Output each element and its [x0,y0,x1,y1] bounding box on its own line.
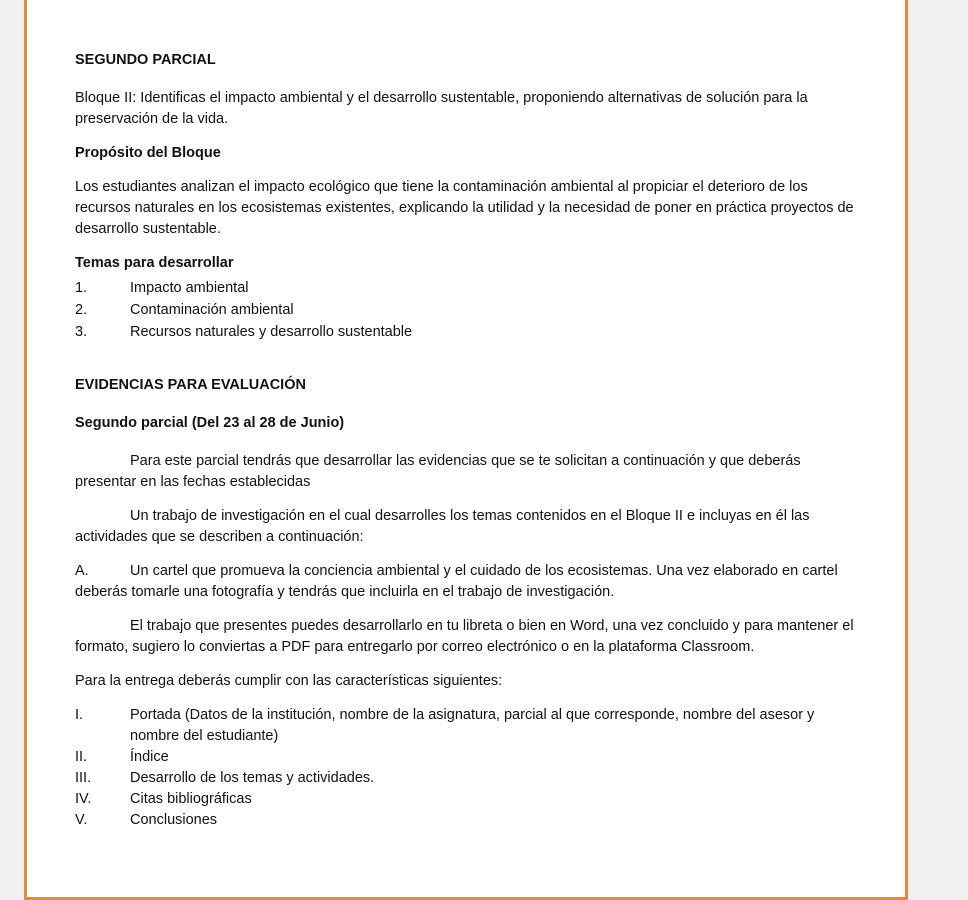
list-item-number: 1. [75,280,88,296]
list-item [75,299,865,321]
format-paragraph: El trabajo que presentes puedes desarrollarlo en tu libreta o bien en Word, una vez concluido y para mantener el formato, sugiero lo conviertas a PDF para entregarlo por correo electrónico o en la plataforma Classroom. [75,618,854,655]
document-content [75,50,865,831]
bloque-description: Bloque II: Identificas el impacto ambiental y el desarrollo sustentable, proponiendo alternativas de solución para la preservación de la vida. [75,90,808,127]
list-item-number: V. [75,812,88,828]
list-item-number: III. [75,770,92,786]
list-item-number: IV. [75,791,92,807]
list-item [75,789,865,810]
segundo-parcial-heading: Segundo parcial (Del 23 al 28 de Junio) [75,415,345,431]
list-item-text: Portada (Datos de la institución, nombre de la asignatura, parcial al que corresponde, nombre del asesor y nombre del estudiante) [130,707,815,744]
activity-item-text: Un cartel que promueva la conciencia ambiental y el cuidado de los ecosistemas. Una vez elaborado en cartel deberás tomarle una fotografía y tendrás que incluirla en el trabajo de investigación. [75,563,838,600]
list-item-text: Índice [130,749,169,765]
list-item-number: I. [75,707,84,723]
evidencias-heading: EVIDENCIAS PARA EVALUACIÓN [75,377,306,393]
list-item-text: Recursos naturales y desarrollo sustentable [130,324,413,340]
temas-list [75,277,865,343]
spacer [75,343,865,375]
document-page [24,0,908,900]
list-item-text: Citas bibliográficas [130,791,252,807]
list-item [75,810,865,831]
list-item-text: Contaminación ambiental [130,302,294,318]
list-item [75,768,865,789]
document-title: SEGUNDO PARCIAL [75,52,216,68]
research-paragraph: Un trabajo de investigación en el cual desarrolles los temas contenidos en el Bloque II e incluyas en él las actividades que se describen a continuación: [75,508,810,545]
entrega-intro: Para la entrega deberás cumplir con las características siguientes: [75,673,503,689]
temas-heading: Temas para desarrollar [75,255,234,271]
list-item-number: 2. [75,302,88,318]
list-item [75,747,865,768]
activity-item-a [75,561,865,603]
instructions-paragraph: Para este parcial tendrás que desarrollar las evidencias que se te solicitan a continuación y que deberás presentar en las fechas establecidas [75,453,801,490]
list-item-text: Impacto ambiental [130,280,249,296]
list-item [75,321,865,343]
list-item-text: Desarrollo de los temas y actividades. [130,770,375,786]
list-item-number: 3. [75,324,88,340]
list-item-text: Conclusiones [130,812,218,828]
list-item-number: II. [75,749,88,765]
activity-item-letter: A. [75,563,89,579]
list-item [75,277,865,299]
proposito-heading: Propósito del Bloque [75,145,221,161]
proposito-text: Los estudiantes analizan el impacto ecológico que tiene la contaminación ambiental al propiciar el deterioro de los recursos naturales en los ecosistemas existentes, explicando la utilidad y la necesidad de poner en práctica proyectos de desarrollo sustentable. [75,179,854,237]
caracteristicas-list [75,705,865,831]
list-item [75,705,865,747]
